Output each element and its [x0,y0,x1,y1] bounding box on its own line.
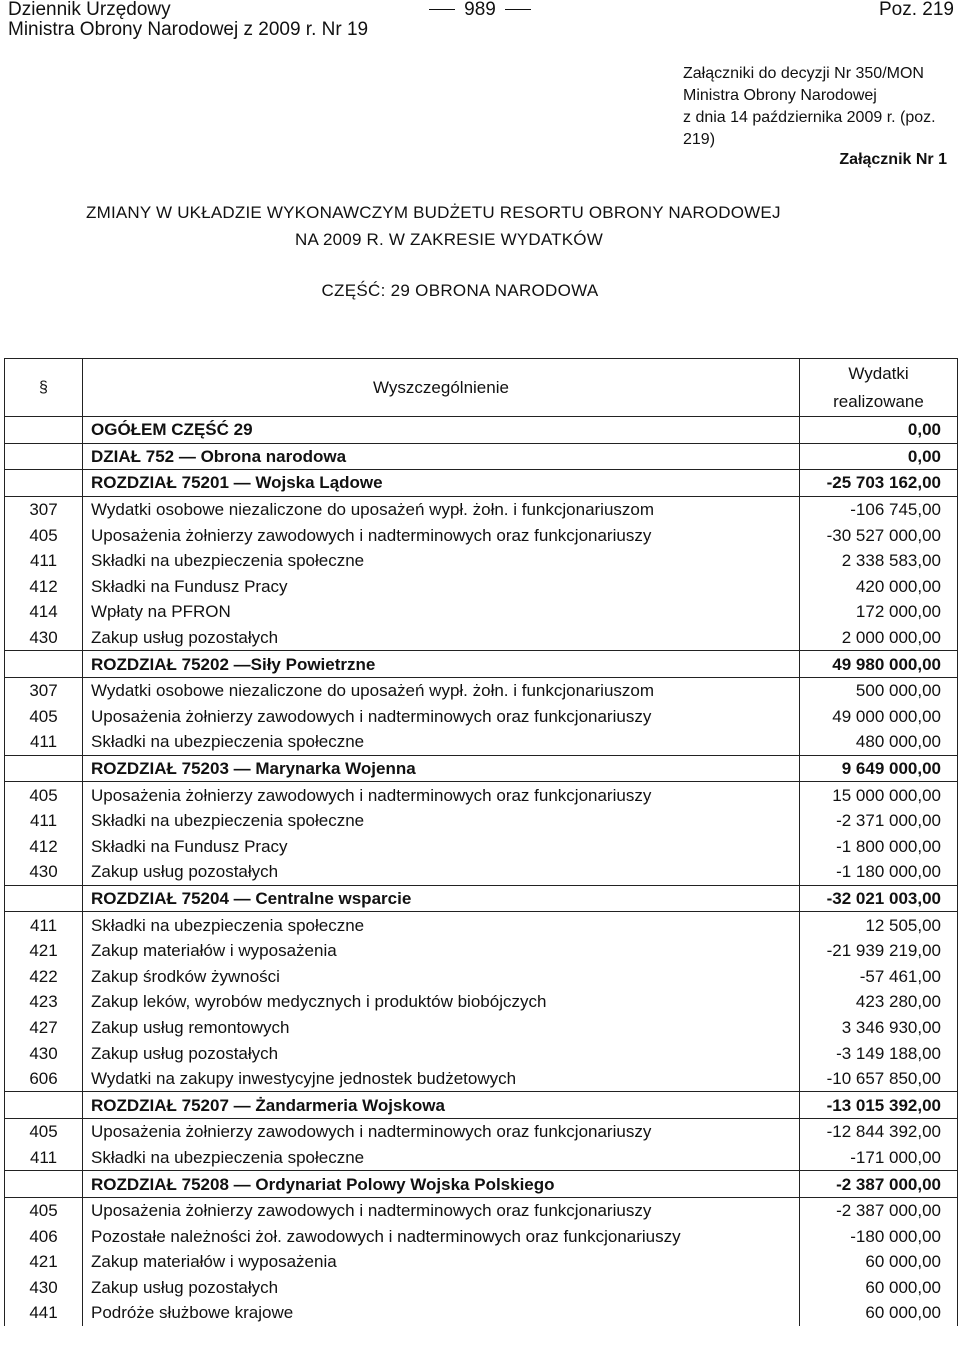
row-code: 423 [5,989,83,1015]
section-row [5,885,958,912]
section-row [5,443,958,470]
row-amount: 172 000,00 [800,599,958,625]
row-description: Zakup usług pozostałych [83,625,800,651]
row-amount: 0,00 [800,443,958,470]
row-amount: 60 000,00 [800,1249,958,1275]
row-description: Wydatki osobowe niezaliczone do uposażeń wypł. żołn. i funkcjonariuszom [83,677,800,703]
row-description: Składki na ubezpieczenia społeczne [83,729,800,755]
row-amount: 60 000,00 [800,1300,958,1326]
row-amount: 15 000 000,00 [800,782,958,808]
row-code: 405 [5,1197,83,1223]
table-row [5,1223,958,1249]
row-amount: 49 000 000,00 [800,704,958,730]
section-row [5,417,958,444]
row-description: Zakup materiałów i wyposażenia [83,1249,800,1275]
row-description: Uposażenia żołnierzy zawodowych i nadterminowych oraz funkcjonariuszy [83,522,800,548]
row-amount: 2 338 583,00 [800,548,958,574]
row-description: Zakup usług pozostałych [83,1275,800,1301]
row-amount: -13 015 392,00 [800,1092,958,1119]
row-description: ROZDZIAŁ 75204 — Centralne wsparcie [83,885,800,912]
section-row [5,651,958,678]
row-amount: -57 461,00 [800,963,958,989]
row-code: 430 [5,1040,83,1066]
row-code: 427 [5,1015,83,1041]
col-header-amount-line2: realizowane [833,391,924,411]
row-amount: 60 000,00 [800,1275,958,1301]
row-code: 411 [5,808,83,834]
row-amount: -2 371 000,00 [800,808,958,834]
row-code: 405 [5,522,83,548]
title-line2: NA 2009 R. W ZAKRESIE WYDATKÓW [295,230,603,249]
row-description: Zakup usług pozostałych [83,859,800,885]
row-amount: -25 703 162,00 [800,470,958,497]
row-amount: -106 745,00 [800,496,958,522]
table-row [5,1119,958,1145]
row-description: Uposażenia żołnierzy zawodowych i nadterminowych oraz funkcjonariuszy [83,1197,800,1223]
row-description: ROZDZIAŁ 75203 — Marynarka Wojenna [83,755,800,782]
row-code: 307 [5,496,83,522]
table-row [5,1040,958,1066]
row-description: Wydatki osobowe niezaliczone do uposażeń wypł. żołn. i funkcjonariuszom [83,496,800,522]
budget-part: CZĘŚĆ: 29 OBRONA NARODOWA [321,281,599,300]
row-amount: -21 939 219,00 [800,938,958,964]
row-description: Wpłaty na PFRON [83,599,800,625]
table-row [5,704,958,730]
row-code: 430 [5,859,83,885]
page-number-block [0,0,960,20]
dash-left [429,9,455,10]
row-amount: 12 505,00 [800,912,958,938]
row-amount: -32 021 003,00 [800,885,958,912]
row-description: Składki na ubezpieczenia społeczne [83,808,800,834]
document-title [86,199,781,253]
position-label: Poz. 219 [879,0,954,20]
table-row [5,599,958,625]
table-row [5,625,958,651]
row-description: Uposażenia żołnierzy zawodowych i nadterminowych oraz funkcjonariuszy [83,704,800,730]
col-header-description: Wyszczególnienie [83,359,800,417]
row-amount: 9 649 000,00 [800,755,958,782]
row-description: Zakup usług remontowych [83,1015,800,1041]
row-code: 307 [5,677,83,703]
row-description: Pozostałe należności żoł. zawodowych i nadterminowych oraz funkcjonariuszy [83,1223,800,1249]
col-header-amount-line1: Wydatki [848,363,909,383]
row-description: OGÓŁEM CZĘŚĆ 29 [83,417,800,444]
row-description: Wydatki na zakupy inwestycyjne jednostek budżetowych [83,1066,800,1092]
section-row [5,755,958,782]
row-description: Podróże służbowe krajowe [83,1300,800,1326]
row-amount: 423 280,00 [800,989,958,1015]
row-code [5,755,83,782]
row-code: 405 [5,704,83,730]
row-code: 406 [5,1223,83,1249]
table-row [5,808,958,834]
row-code: 430 [5,1275,83,1301]
table-row [5,859,958,885]
section-row [5,470,958,497]
row-amount: 500 000,00 [800,677,958,703]
row-description: Składki na Fundusz Pracy [83,834,800,860]
row-code [5,651,83,678]
row-description: ROZDZIAŁ 75201 — Wojska Lądowe [83,470,800,497]
table-row [5,963,958,989]
table-row [5,834,958,860]
col-header-amount [800,359,958,417]
row-description: ROZDZIAŁ 75208 — Ordynariat Polowy Wojska Polskiego [83,1171,800,1198]
table-body [5,417,958,1326]
row-amount: -2 387 000,00 [800,1171,958,1198]
row-description: Uposażenia żołnierzy zawodowych i nadterminowych oraz funkcjonariuszy [83,782,800,808]
row-code [5,1092,83,1119]
row-code: 411 [5,912,83,938]
row-amount: -171 000,00 [800,1145,958,1171]
table-row [5,522,958,548]
row-code: 422 [5,963,83,989]
table-row [5,912,958,938]
row-description: Składki na Fundusz Pracy [83,574,800,600]
section-row [5,1092,958,1119]
row-description: Składki na ubezpieczenia społeczne [83,1145,800,1171]
row-amount: 49 980 000,00 [800,651,958,678]
row-code [5,443,83,470]
table-row [5,782,958,808]
section-row [5,1171,958,1198]
row-code: 606 [5,1066,83,1092]
row-code [5,417,83,444]
row-description: Zakup leków, wyrobów medycznych i produktów biobójczych [83,989,800,1015]
table-row [5,1015,958,1041]
row-code [5,885,83,912]
table-row [5,938,958,964]
row-code: 411 [5,548,83,574]
row-code: 411 [5,729,83,755]
row-code: 405 [5,1119,83,1145]
table-row [5,1300,958,1326]
row-amount: -30 527 000,00 [800,522,958,548]
row-description: Zakup środków żywności [83,963,800,989]
journal-subtitle: Ministra Obrony Narodowej z 2009 r. Nr 19 [8,19,369,40]
table-row [5,677,958,703]
title-line1: ZMIANY W UKŁADZIE WYKONAWCZYM BUDŻETU RESORTU OBRONY NARODOWEJ [86,203,781,222]
row-amount: -1 180 000,00 [800,859,958,885]
row-amount: -12 844 392,00 [800,1119,958,1145]
annex-reference [683,63,960,151]
table-row [5,1066,958,1092]
row-code: 421 [5,938,83,964]
row-amount: -1 800 000,00 [800,834,958,860]
row-code: 414 [5,599,83,625]
annex-ref-line1: Załączniki do decyzji Nr 350/MON [683,65,924,82]
table-row [5,496,958,522]
annex-ref-line2: Ministra Obrony Narodowej [683,87,877,104]
row-description: Zakup materiałów i wyposażenia [83,938,800,964]
row-amount: -180 000,00 [800,1223,958,1249]
row-code: 411 [5,1145,83,1171]
row-amount: 0,00 [800,417,958,444]
row-amount: 3 346 930,00 [800,1015,958,1041]
row-description: Składki na ubezpieczenia społeczne [83,548,800,574]
row-description: Zakup usług pozostałych [83,1040,800,1066]
row-code: 430 [5,625,83,651]
row-code [5,1171,83,1198]
expenditure-table [4,358,958,1326]
row-description: Uposażenia żołnierzy zawodowych i nadterminowych oraz funkcjonariuszy [83,1119,800,1145]
table-header-row [5,359,958,417]
table-row [5,989,958,1015]
dash-right [505,9,531,10]
row-code: 441 [5,1300,83,1326]
table-row [5,548,958,574]
row-code: 405 [5,782,83,808]
row-code: 412 [5,834,83,860]
row-code: 421 [5,1249,83,1275]
row-description: Składki na ubezpieczenia społeczne [83,912,800,938]
table-row [5,729,958,755]
annex-number: Załącznik Nr 1 [839,151,947,168]
row-description: ROZDZIAŁ 75207 — Żandarmeria Wojskowa [83,1092,800,1119]
table-row [5,1275,958,1301]
row-amount: 420 000,00 [800,574,958,600]
row-amount: 2 000 000,00 [800,625,958,651]
col-header-symbol: § [5,359,83,417]
row-amount: -2 387 000,00 [800,1197,958,1223]
row-code [5,470,83,497]
journal-title: Dziennik Urzędowy [8,0,171,20]
table-row [5,1197,958,1223]
page-number: 989 [464,0,496,20]
row-amount: -10 657 850,00 [800,1066,958,1092]
table-row [5,574,958,600]
row-description: DZIAŁ 752 — Obrona narodowa [83,443,800,470]
table-row [5,1145,958,1171]
row-amount: -3 149 188,00 [800,1040,958,1066]
annex-ref-line3: z dnia 14 października 2009 r. (poz. 219) [683,109,936,148]
row-description: ROZDZIAŁ 75202 —Siły Powietrzne [83,651,800,678]
row-code: 412 [5,574,83,600]
table-row [5,1249,958,1275]
row-amount: 480 000,00 [800,729,958,755]
